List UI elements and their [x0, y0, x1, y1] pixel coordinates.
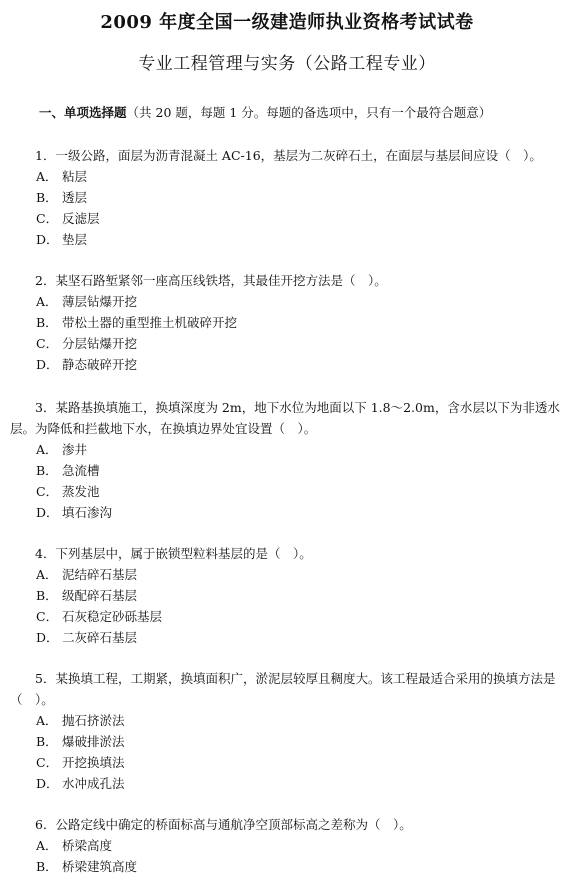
option-letter: B．: [36, 315, 58, 330]
exam-subtitle: 专业工程管理与实务（公路工程专业）: [138, 54, 436, 74]
option-d: [10, 627, 564, 648]
option-letter: A．: [36, 294, 58, 309]
question-stem: 4．下列基层中，属于嵌锁型粒料基层的是（ ）。: [35, 546, 312, 561]
option-letter: B．: [36, 588, 58, 603]
option-c: [10, 606, 564, 627]
option-text: 急流槽: [62, 463, 100, 478]
option-text: 开挖换填法: [62, 755, 125, 770]
option-letter: D．: [36, 630, 59, 645]
option-text: 薄层钻爆开挖: [62, 294, 138, 309]
question-2: [10, 270, 564, 375]
option-letter: A．: [36, 169, 58, 184]
option-letter: C．: [36, 755, 59, 770]
option-text: 级配碎石基层: [62, 588, 138, 603]
question-6: [10, 814, 564, 877]
question-4: [10, 543, 564, 648]
option-letter: A．: [36, 713, 58, 728]
option-b: [10, 312, 564, 333]
option-text: 带松土器的重型推土机破碎开挖: [62, 315, 238, 330]
option-a: [10, 166, 564, 187]
option-text: 渗井: [62, 442, 88, 457]
option-text: 静态破碎开挖: [62, 357, 138, 372]
option-a: [10, 564, 564, 585]
option-c: [10, 481, 564, 502]
option-d: [10, 773, 564, 794]
option-letter: A．: [36, 442, 58, 457]
question-3: [10, 397, 564, 523]
option-b: [10, 187, 564, 208]
question-stem: 6．公路定线中确定的桥面标高与通航净空顶部标高之差称为（ ）。: [35, 817, 412, 832]
option-text: 粘层: [62, 169, 88, 184]
option-letter: D．: [36, 776, 59, 791]
option-text: 蒸发池: [62, 484, 100, 499]
option-text: 填石渗沟: [62, 505, 113, 520]
option-b: [10, 856, 564, 877]
option-letter: C．: [36, 609, 59, 624]
section-heading-label: 一、单项选择题: [39, 105, 127, 120]
option-text: 水冲成孔法: [62, 776, 125, 791]
section-heading-note: （共 20 题，每题 1 分。每题的备选项中，只有一个最符合题意）: [126, 105, 492, 120]
question-stem: 3．某路基换填施工，换填深度为 2m，地下水位为地面以下 1.8～2.0m，含水层以下为非透水层。为降低和拦截地下水，在换填边界处宜设置（ ）。: [10, 400, 560, 436]
option-b: [10, 460, 564, 481]
exam-title: 2009 年度全国一级建造师执业资格考试试卷: [100, 12, 474, 33]
option-d: [10, 354, 564, 375]
option-a: [10, 439, 564, 460]
option-a: [10, 291, 564, 312]
option-letter: C．: [36, 211, 59, 226]
option-text: 抛石挤淤法: [62, 713, 125, 728]
option-c: [10, 208, 564, 229]
option-d: [10, 229, 564, 250]
option-letter: B．: [36, 734, 58, 749]
option-c: [10, 752, 564, 773]
option-d: [10, 502, 564, 523]
option-text: 石灰稳定砂砾基层: [62, 609, 163, 624]
question-1: [10, 145, 564, 250]
option-letter: D．: [36, 357, 59, 372]
option-a: [10, 835, 564, 856]
option-a: [10, 710, 564, 731]
option-text: 二灰碎石基层: [62, 630, 138, 645]
section-heading: [39, 103, 559, 123]
option-b: [10, 731, 564, 752]
question-stem: 5．某换填工程，工期紧，换填面积广，淤泥层较厚且稠度大。该工程最适合采用的换填方法是（ ）。: [10, 671, 556, 707]
option-letter: D．: [36, 505, 59, 520]
option-text: 透层: [62, 190, 88, 205]
option-letter: B．: [36, 190, 58, 205]
option-text: 泥结碎石基层: [62, 567, 138, 582]
option-letter: D．: [36, 232, 59, 247]
option-text: 垫层: [62, 232, 88, 247]
option-text: 反滤层: [62, 211, 100, 226]
option-text: 爆破排淤法: [62, 734, 125, 749]
question-stem: 2．某坚石路堑紧邻一座高压线铁塔，其最佳开挖方法是（ ）。: [35, 273, 387, 288]
option-letter: B．: [36, 859, 58, 874]
question-stem: 1．一级公路，面层为沥青混凝土 AC-16，基层为二灰碎石土，在面层与基层间应设（ ）。: [35, 148, 542, 163]
option-letter: A．: [36, 838, 58, 853]
option-text: 分层钻爆开挖: [62, 336, 138, 351]
option-b: [10, 585, 564, 606]
option-letter: B．: [36, 463, 58, 478]
option-text: 桥梁建筑高度: [62, 859, 138, 874]
option-c: [10, 333, 564, 354]
option-text: 桥梁高度: [62, 838, 113, 853]
option-letter: A．: [36, 567, 58, 582]
question-5: [10, 668, 564, 794]
option-letter: C．: [36, 484, 59, 499]
option-letter: C．: [36, 336, 59, 351]
